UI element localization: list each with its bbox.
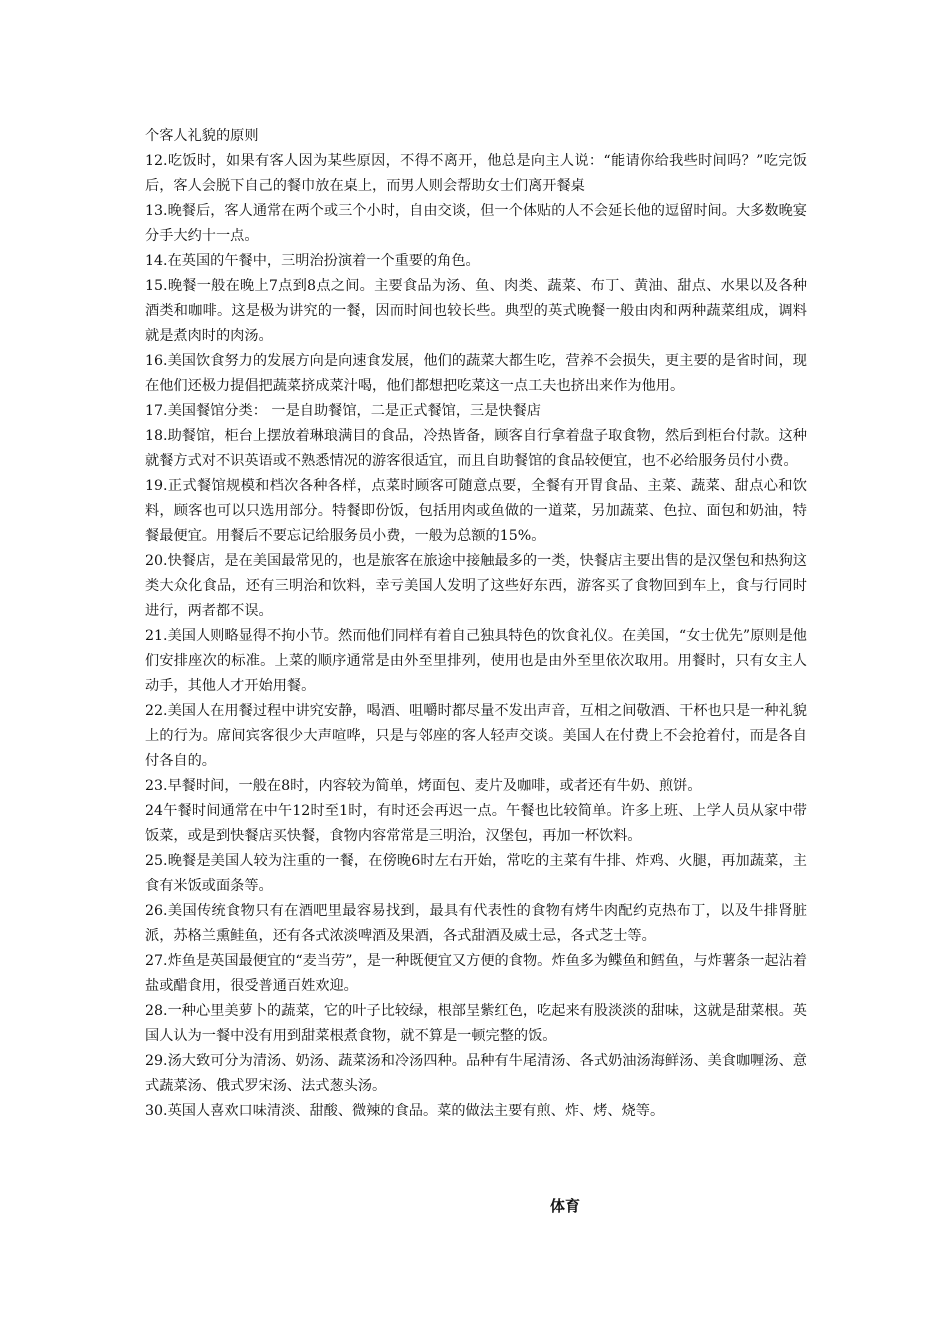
paragraph-26: 26.美国传统食物只有在酒吧里最容易找到，最具有代表性的食物有烤牛肉配约克热布丁，以及牛排肾脏派，苏格兰熏鲑鱼，还有各式浓淡啤酒及果酒，各式甜酒及威士忌，各式芝士等。 bbox=[145, 903, 807, 944]
paragraph-18: 18.助餐馆，柜台上摆放着琳琅满目的食品，冷热皆备，顾客自行拿着盘子取食物，然后到柜台付款。这种就餐方式对不识英语或不熟悉情况的游客很适宜，而且自助餐馆的食品较便宜，也不必给服务员付小费。 bbox=[145, 428, 807, 469]
paragraph-17: 17.美国餐馆分类： 一是自助餐馆，二是正式餐馆，三是快餐店 bbox=[145, 403, 541, 419]
paragraph-15: 15.晚餐一般在晚上7点到8点之间。主要食品为汤、鱼、肉类、蔬菜、布丁、黄油、甜点、水果以及各种酒类和咖啡。这是极为讲究的一餐，因而时间也较长些。典型的英式晚餐一般由肉和两种蔬菜组成，调料就是煮肉时的肉汤。 bbox=[145, 278, 807, 344]
paragraph-20: 20.快餐店，是在美国最常见的，也是旅客在旅途中接触最多的一类，快餐店主要出售的是汉堡包和热狗这类大众化食品，还有三明治和饮料，幸亏美国人发明了这些好东西，游客买了食物回到车上，食与行同时进行，两者都不误。 bbox=[145, 553, 807, 619]
paragraph-24: 24午餐时间通常在中午12时至1时，有时还会再迟一点。午餐也比较简单。许多上班、上学人员从家中带饭菜，或是到快餐店买快餐，食物内容常常是三明治，汉堡包，再加一杯饮料。 bbox=[145, 803, 807, 844]
paragraph-28: 28.一种心里美萝卜的蔬菜，它的叶子比较绿，根部呈紫红色，吃起来有股淡淡的甜味，这就是甜菜根。英国人认为一餐中没有用到甜菜根煮食物，就不算是一顿完整的饭。 bbox=[145, 1003, 807, 1044]
paragraph-25: 25.晚餐是美国人较为注重的一餐，在傍晚6时左右开始，常吃的主菜有牛排、炸鸡、火腿，再加蔬菜，主食有米饭或面条等。 bbox=[145, 853, 807, 894]
document-body bbox=[145, 124, 807, 1124]
paragraph-13: 13.晚餐后，客人通常在两个或三个小时，自由交谈，但一个体贴的人不会延长他的逗留时间。大多数晚宴分手大约十一点。 bbox=[145, 203, 807, 244]
paragraph-30: 30.英国人喜欢口味清淡、甜酸、微辣的食品。菜的做法主要有煎、炸、烤、烧等。 bbox=[145, 1103, 665, 1119]
paragraph-21: 21.美国人则略显得不拘小节。然而他们同样有着自己独具特色的饮食礼仪。在美国，“女士优先”原则是他们安排座次的标准。上菜的顺序通常是由外至里排列，使用也是由外至里依次取用。用餐时，只有女主人动手，其他人才开始用餐。 bbox=[145, 628, 807, 694]
paragraph-12: 12.吃饭时，如果有客人因为某些原因，不得不离开，他总是向主人说：“能请你给我些时间吗？”吃完饭后，客人会脱下自己的餐巾放在桌上，而男人则会帮助女士们离开餐桌 bbox=[145, 153, 807, 194]
paragraph-continuation: 个客人礼貌的原则 bbox=[145, 128, 259, 144]
paragraph-27: 27.炸鱼是英国最便宜的“麦当劳”，是一种既便宜又方便的食物。炸鱼多为鲽鱼和鳕鱼，与炸薯条一起沾着盐或醋食用，很受普通百姓欢迎。 bbox=[145, 953, 807, 994]
paragraph-19: 19.正式餐馆规模和档次各种各样，点菜时顾客可随意点要，全餐有开胃食品、主菜、蔬菜、甜点心和饮料，顾客也可以只选用部分。特餐即份饭，包括用肉或鱼做的一道菜，另加蔬菜、色拉、面包和奶油，特餐最便宜。用餐后不要忘记给服务员小费，一般为总额的15%。 bbox=[145, 478, 807, 544]
section-heading: 体育 bbox=[549, 1197, 580, 1215]
paragraph-29: 29.汤大致可分为清汤、奶汤、蔬菜汤和冷汤四种。品种有牛尾清汤、各式奶油汤海鲜汤、美食咖喱汤、意式蔬菜汤、俄式罗宋汤、法式葱头汤。 bbox=[145, 1053, 807, 1094]
paragraph-23: 23.早餐时间，一般在8时，内容较为简单，烤面包、麦片及咖啡，或者还有牛奶、煎饼。 bbox=[145, 778, 702, 794]
paragraph-22: 22.美国人在用餐过程中讲究安静，喝酒、咀嚼时都尽量不发出声音，互相之间敬酒、干杯也只是一种礼貌上的行为。席间宾客很少大声喧哗，只是与邻座的客人轻声交谈。美国人在付费上不会抢着付，而是各自付各自的。 bbox=[145, 703, 807, 769]
paragraph-16: 16.美国饮食努力的发展方向是向速食发展，他们的蔬菜大都生吃，营养不会损失，更主要的是省时间，现在他们还极力提倡把蔬菜挤成菜汁喝，他们都想把吃菜这一点工夫也挤出来作为他用。 bbox=[145, 353, 807, 394]
paragraph-14: 14.在英国的午餐中，三明治扮演着一个重要的角色。 bbox=[145, 253, 480, 269]
